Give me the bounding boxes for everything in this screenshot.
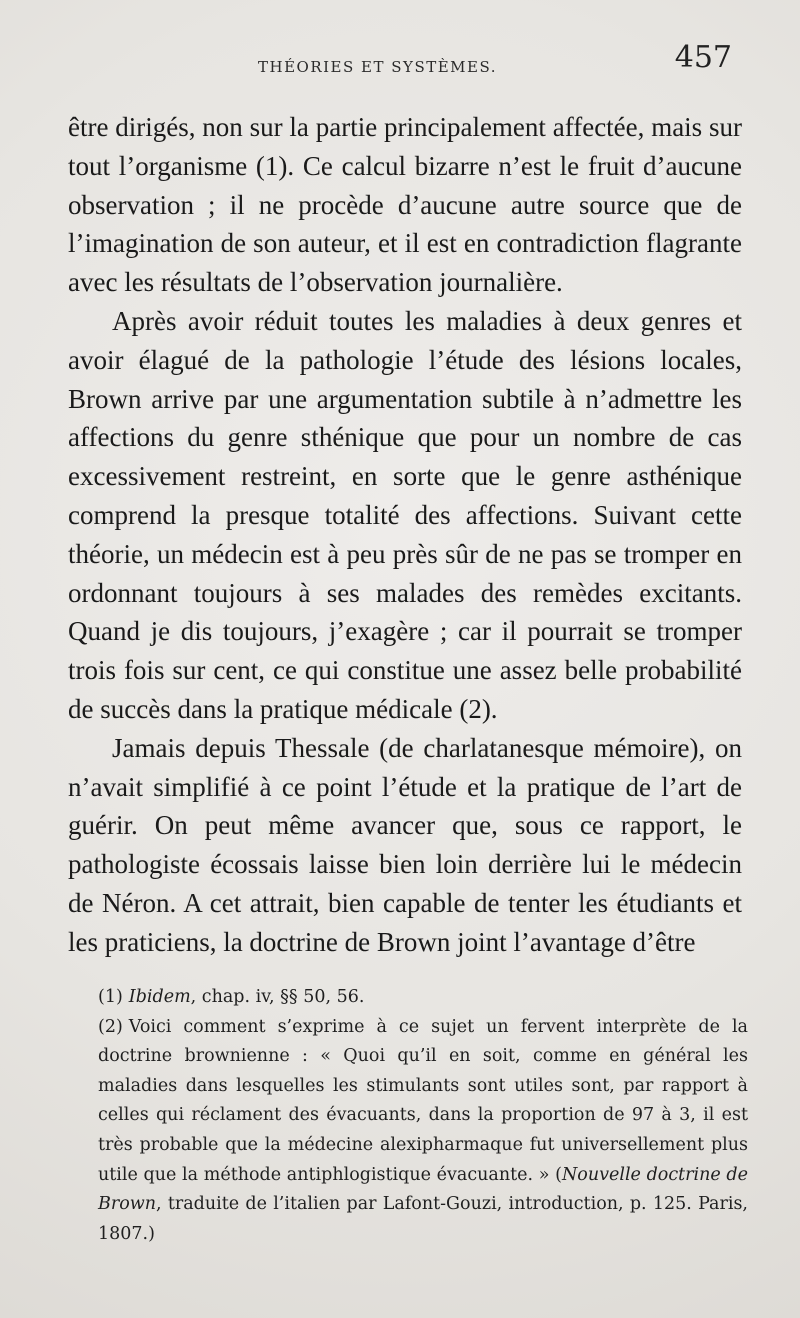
footnotes: [98, 983, 748, 1249]
footnote-2-tail: , traduite de l’italien par Lafont-Gouzi, introduction, p. 125. Paris, 1807.): [98, 1194, 748, 1244]
page-number: 457: [674, 40, 732, 75]
paragraph-1: être dirigés, non sur la partie principalement affectée, mais sur tout l’organisme (1). Ce calcul bizarre n’est le fruit d’aucune observation ; il ne procède d’aucune autre source que de l’imagination de son auteur, et il est en contradiction flagrante avec les résultats de l’observation journalière.: [68, 112, 742, 298]
footnote-1-marker: (1): [98, 987, 123, 1007]
footnote-2: [98, 1013, 748, 1250]
footnote-2-marker: (2): [98, 1016, 123, 1037]
footnote-1: [98, 983, 748, 1013]
paragraph-2: Après avoir réduit toutes les maladies à deux genres et avoir élagué de la pathologie l’étude des lésions locales, Brown arrive par une argumentation subtile à n’admettre les affections du genre sthénique que pour un nombre de cas excessivement restreint, en sorte que le genre asthénique comprend la presque totalité des affections. Suivant cette théorie, un médecin est à peu près sûr de ne pas se tromper en ordonnant toujours à ses malades des remèdes excitants. Quand je dis toujours, j’exagère ; car il pourrait se tromper trois fois sur cent, ce qui constitue une assez belle probabilité de succès dans la pratique médicale (2).: [68, 305, 742, 724]
body-text: [68, 108, 742, 962]
footnote-1-ref: Ibidem: [128, 987, 191, 1007]
paragraph-3: Jamais depuis Thessale (de charlatanesque mémoire), on n’avait simplifié à ce point l’étude et la pratique de l’art de guérir. On peut même avancer que, sous ce rapport, le pathologiste écossais laisse bien loin derrière lui le médecin de Néron. A cet attrait, bien capable de tenter les étudiants et les praticiens, la doctrine de Brown joint l’avantage d’être: [68, 732, 742, 957]
footnote-2-text: Voici comment s’exprime à ce sujet un fervent interprète de la doctrine brownienne : « Quoi qu’il en soit, comme en général les maladies dans lesquelles les stimulants sont utiles sont, par rapport à celles qui réclament des évacuants, dans la proportion de 97 à 3, il est très probable que la médecine alexipharmaque fut universellement plus utile que la méthode antiphlogistique évacuante. » (: [98, 1016, 748, 1185]
footnote-2-title: Nouvelle doctrine de Brown: [98, 1164, 748, 1215]
footnote-1-text: , chap. iv, §§ 50, 56.: [190, 987, 365, 1007]
running-head: [68, 40, 742, 90]
running-title: THÉORIES ET SYSTÈMES.: [258, 58, 497, 76]
